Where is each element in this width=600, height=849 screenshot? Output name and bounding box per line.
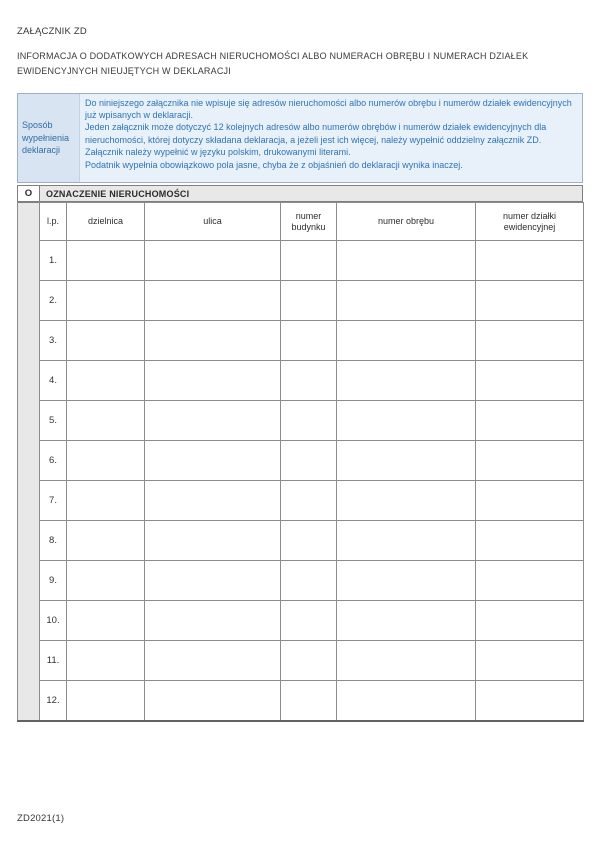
cell-numer-budynku bbox=[281, 241, 337, 281]
row-number-cell: 10. bbox=[40, 601, 67, 641]
cell-numer-budynku bbox=[281, 481, 337, 521]
cell-numer-obrebu bbox=[337, 281, 476, 321]
column-header-lp: l.p. bbox=[40, 203, 67, 241]
table-row bbox=[18, 361, 584, 401]
cell-numer-obrebu bbox=[337, 361, 476, 401]
cell-dzielnica bbox=[67, 521, 145, 561]
gray-margin-cell bbox=[18, 241, 40, 281]
cell-numer-obrebu bbox=[337, 601, 476, 641]
gray-margin-cell bbox=[18, 441, 40, 481]
section-title: OZNACZENIE NIERUCHOMOŚCI bbox=[40, 186, 582, 201]
row-number-cell: 7. bbox=[40, 481, 67, 521]
instruction-paragraph: Podatnik wypełnia obowiązkowo pola jasne, chyba że z objaśnień do deklaracji wynika inaczej. bbox=[85, 159, 463, 170]
instruction-paragraph: Do niniejszego załącznika nie wpisuje się adresów nieruchomości albo numerów obrębu i numerów działek ewidencyjnych już wpisanych w deklaracji. bbox=[85, 97, 572, 120]
cell-numer-budynku bbox=[281, 361, 337, 401]
cell-numer-obrebu bbox=[337, 401, 476, 441]
cell-ulica bbox=[145, 361, 281, 401]
instructions-text bbox=[80, 94, 582, 182]
instructions-label: Sposób wypełnienia deklaracji bbox=[18, 94, 80, 182]
cell-ulica bbox=[145, 641, 281, 681]
cell-dzielnica bbox=[67, 481, 145, 521]
gray-margin-cell bbox=[18, 401, 40, 441]
attachment-tag: ZAŁĄCZNIK ZD bbox=[17, 26, 87, 37]
cell-dzielnica bbox=[67, 241, 145, 281]
cell-dzielnica bbox=[67, 441, 145, 481]
cell-numer-dzialki bbox=[476, 401, 584, 441]
table-row bbox=[18, 241, 584, 281]
instruction-paragraph: Jeden załącznik może dotyczyć 12 kolejnych adresów albo numerów obrębów i numerów działek ewidencyjnych dla nieruchomości, której dotyczy składana deklaracja, a jeżeli jest ich więcej, należy wypełnić oddzielny załącznik ZD. bbox=[85, 122, 547, 145]
row-number-cell: 12. bbox=[40, 681, 67, 721]
column-header-ulica: ulica bbox=[145, 203, 281, 241]
cell-ulica bbox=[145, 321, 281, 361]
row-number-cell: 1. bbox=[40, 241, 67, 281]
section-code: O bbox=[18, 186, 40, 201]
table-row bbox=[18, 601, 584, 641]
cell-numer-dzialki bbox=[476, 641, 584, 681]
cell-numer-obrebu bbox=[337, 681, 476, 721]
cell-numer-obrebu bbox=[337, 321, 476, 361]
column-header-numer-obrebu: numer obrębu bbox=[337, 203, 476, 241]
cell-numer-dzialki bbox=[476, 441, 584, 481]
cell-ulica bbox=[145, 521, 281, 561]
table-row bbox=[18, 401, 584, 441]
cell-ulica bbox=[145, 441, 281, 481]
cell-numer-budynku bbox=[281, 281, 337, 321]
row-number-cell: 8. bbox=[40, 521, 67, 561]
instruction-paragraph: Załącznik należy wypełnić w języku polskim, drukowanymi literami. bbox=[85, 147, 351, 158]
gray-margin-cell bbox=[18, 681, 40, 721]
cell-numer-dzialki bbox=[476, 561, 584, 601]
cell-numer-budynku bbox=[281, 521, 337, 561]
cell-numer-dzialki bbox=[476, 361, 584, 401]
column-header-dzielnica: dzielnica bbox=[67, 203, 145, 241]
property-table bbox=[17, 202, 584, 722]
cell-numer-dzialki bbox=[476, 601, 584, 641]
row-number-cell: 4. bbox=[40, 361, 67, 401]
cell-numer-budynku bbox=[281, 441, 337, 481]
cell-dzielnica bbox=[67, 681, 145, 721]
cell-numer-dzialki bbox=[476, 681, 584, 721]
cell-numer-obrebu bbox=[337, 521, 476, 561]
table-row bbox=[18, 561, 584, 601]
gray-margin-cell bbox=[18, 601, 40, 641]
gray-margin-cell bbox=[18, 641, 40, 681]
gray-margin-cell bbox=[18, 561, 40, 601]
cell-dzielnica bbox=[67, 401, 145, 441]
gray-margin-cell bbox=[18, 281, 40, 321]
column-header-numer-dzialki: numer działki ewidencyjnej bbox=[476, 203, 584, 241]
cell-dzielnica bbox=[67, 641, 145, 681]
cell-numer-budynku bbox=[281, 681, 337, 721]
cell-numer-budynku bbox=[281, 401, 337, 441]
cell-numer-budynku bbox=[281, 561, 337, 601]
row-number-cell: 6. bbox=[40, 441, 67, 481]
table-row bbox=[18, 441, 584, 481]
instructions-box bbox=[17, 93, 583, 183]
row-number-cell: 11. bbox=[40, 641, 67, 681]
cell-dzielnica bbox=[67, 561, 145, 601]
cell-numer-obrebu bbox=[337, 441, 476, 481]
cell-ulica bbox=[145, 241, 281, 281]
gray-margin-cell bbox=[18, 481, 40, 521]
page-title: INFORMACJA O DODATKOWYCH ADRESACH NIERUCHOMOŚCI ALBO NUMERACH OBRĘBU I NUMERACH DZIAŁEK EWIDENCYJNYCH NIEUJĘTYCH W DEKLARACJI bbox=[17, 51, 529, 76]
cell-numer-obrebu bbox=[337, 561, 476, 601]
cell-numer-obrebu bbox=[337, 241, 476, 281]
row-number-cell: 5. bbox=[40, 401, 67, 441]
gray-margin-cell bbox=[18, 361, 40, 401]
form-version-code: ZD2021(1) bbox=[17, 813, 65, 824]
cell-numer-budynku bbox=[281, 321, 337, 361]
cell-numer-dzialki bbox=[476, 241, 584, 281]
table-header-row bbox=[18, 203, 584, 241]
cell-ulica bbox=[145, 681, 281, 721]
cell-numer-obrebu bbox=[337, 641, 476, 681]
cell-dzielnica bbox=[67, 361, 145, 401]
cell-numer-dzialki bbox=[476, 321, 584, 361]
cell-numer-budynku bbox=[281, 641, 337, 681]
cell-ulica bbox=[145, 561, 281, 601]
cell-ulica bbox=[145, 481, 281, 521]
table-row bbox=[18, 681, 584, 721]
gray-margin-cell bbox=[18, 521, 40, 561]
cell-numer-dzialki bbox=[476, 281, 584, 321]
row-number-cell: 3. bbox=[40, 321, 67, 361]
column-header-numer-budynku: numer budynku bbox=[281, 203, 337, 241]
gray-margin-cell bbox=[18, 321, 40, 361]
cell-ulica bbox=[145, 401, 281, 441]
table-row bbox=[18, 481, 584, 521]
cell-numer-dzialki bbox=[476, 481, 584, 521]
cell-ulica bbox=[145, 601, 281, 641]
table-row bbox=[18, 641, 584, 681]
cell-dzielnica bbox=[67, 321, 145, 361]
table-row bbox=[18, 281, 584, 321]
table-row bbox=[18, 521, 584, 561]
cell-numer-obrebu bbox=[337, 481, 476, 521]
table-row bbox=[18, 321, 584, 361]
cell-numer-dzialki bbox=[476, 521, 584, 561]
cell-dzielnica bbox=[67, 601, 145, 641]
gray-margin-cell bbox=[18, 203, 40, 241]
cell-ulica bbox=[145, 281, 281, 321]
property-table-body bbox=[18, 241, 584, 721]
row-number-cell: 9. bbox=[40, 561, 67, 601]
row-number-cell: 2. bbox=[40, 281, 67, 321]
cell-dzielnica bbox=[67, 281, 145, 321]
section-header-row bbox=[17, 185, 583, 202]
cell-numer-budynku bbox=[281, 601, 337, 641]
